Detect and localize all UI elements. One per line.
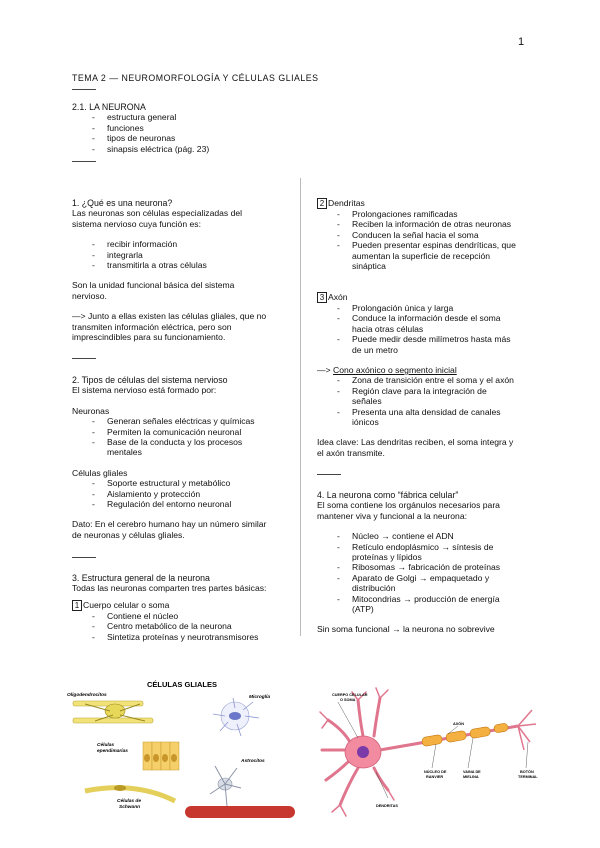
diagram-label: AXÓN xyxy=(453,722,464,726)
section-heading: 2.1. LA NEURONA xyxy=(72,102,146,112)
list-item: - Pueden presentar espinas dendríticas, que aumentan la superficie de recepción sináptica xyxy=(317,240,537,271)
section-heading: 3. Estructura general de la neurona xyxy=(72,573,210,583)
list-item: - Aparato de Golgi → empaquetado y distribución xyxy=(317,573,542,594)
list-item: - Ribosomas → fabricación de proteínas xyxy=(317,562,542,572)
section-heading: 2. Tipos de células del sistema nervioso xyxy=(72,375,228,385)
list-item: - Puede medir desde milímetros hasta más de un metro xyxy=(317,334,537,355)
subheading: 3 Axón xyxy=(317,292,537,303)
nucleus-shape xyxy=(357,746,369,758)
divider-rule xyxy=(72,89,96,90)
ependymal-cells-illustration xyxy=(143,742,179,770)
section-1 xyxy=(72,198,297,342)
text-line: el axón transmite. xyxy=(317,447,385,458)
list-item: - Regulación del entorno neuronal xyxy=(72,499,297,509)
divider-rule xyxy=(72,557,96,558)
divider-rule xyxy=(72,161,96,162)
text-line: imprescindibles para su funcionamiento. xyxy=(72,332,226,343)
diagram-label: O SOMA xyxy=(340,698,356,702)
section-2-1 xyxy=(72,102,209,154)
list-item: - transmitirla a otras células xyxy=(72,260,297,270)
diagram-label: NÚCLEO DE xyxy=(424,770,447,774)
axon-list xyxy=(317,303,537,355)
text-line: —> Junto a ellas existen las células gliales, que no xyxy=(72,311,267,322)
page-number: 1 xyxy=(518,36,525,48)
list-item: - Núcleo → contiene el ADN xyxy=(317,531,542,541)
figure-label: Oligodendrocitos xyxy=(67,693,107,698)
list-item: - estructura general xyxy=(72,112,209,122)
diagram-label: MIELINA xyxy=(463,775,479,779)
cone-list xyxy=(317,375,537,427)
list-item: - funciones xyxy=(72,123,209,133)
number-box: 2 xyxy=(317,198,327,209)
list-item: - Conducen la señal hacia el soma xyxy=(317,230,537,240)
figure-label: Células xyxy=(97,743,115,748)
list-item: - Conduce la información desde el soma hacia otras células xyxy=(317,313,537,334)
text-line: sistema nervioso cuya función es: xyxy=(72,218,201,229)
text-line: Dato: En el cerebro humano hay un número similar xyxy=(72,519,267,530)
divider-rule xyxy=(317,474,341,475)
list-item: - Aislamiento y protección xyxy=(72,489,297,499)
neuron-diagram-figure xyxy=(318,680,542,830)
figure-label: Schwann xyxy=(119,805,141,810)
list-item: - Prolongación única y larga xyxy=(317,303,537,313)
list-item: - Soporte estructural y metabólico xyxy=(72,478,297,488)
list-item: - Prolongaciones ramificadas xyxy=(317,209,537,219)
list-item: - recibir información xyxy=(72,239,297,249)
text-line: Sin soma funcional → la neurona no sobrevive xyxy=(317,624,495,635)
text-line: transmiten información eléctrica, pero son xyxy=(72,321,232,332)
list-item: - tipos de neuronas xyxy=(72,133,209,143)
text-line: Todas las neuronas comparten tres partes básicas: xyxy=(72,583,267,594)
figure-label: Microglía xyxy=(249,695,271,700)
text-line: de neuronas y células gliales. xyxy=(72,529,185,540)
list-item: - Mitocondrias → producción de energía (ATP) xyxy=(317,594,542,615)
list-item: - sinapsis eléctrica (pág. 23) xyxy=(72,144,209,154)
section-3 xyxy=(72,573,297,642)
list-item: - Centro metabólico de la neurona xyxy=(72,621,297,631)
figure-title: CÉLULAS GLIALES xyxy=(147,680,218,689)
neuron-list xyxy=(72,416,297,458)
dendrite-list xyxy=(317,209,537,271)
glia-list xyxy=(72,478,297,509)
list-item: - Presenta una alta densidad de canales iónicos xyxy=(317,407,537,428)
list-item: - Generan señales eléctricas y químicas xyxy=(72,416,297,426)
subheading: 2 Dendritas xyxy=(317,198,537,209)
column-divider xyxy=(300,178,301,636)
soma-list xyxy=(72,611,297,642)
subheading: Neuronas xyxy=(72,405,110,416)
topic-list xyxy=(72,112,209,154)
subheading: 1 Cuerpo celular o soma xyxy=(72,600,297,611)
text-line: El sistema nervioso está formado por: xyxy=(72,385,217,396)
glial-cells-figure xyxy=(65,676,297,826)
diagram-label: TERMINAL xyxy=(518,775,538,779)
diagram-label: RANVIER xyxy=(426,775,444,779)
figure-label: ependimarias xyxy=(97,749,128,754)
list-item: - integrarla xyxy=(72,250,297,260)
number-box: 3 xyxy=(317,292,327,303)
figure-label: Células de xyxy=(117,799,141,804)
diagram-label: CUERPO CELULAR xyxy=(332,693,368,697)
number-box: 1 xyxy=(72,600,82,611)
text-line: Son la unidad funcional básica del sistema xyxy=(72,280,235,291)
function-list xyxy=(72,239,297,270)
text-line: mantener viva y funcional a la neurona: xyxy=(317,510,468,521)
list-item: - Permiten la comunicación neuronal xyxy=(72,427,297,437)
list-item: - Contiene el núcleo xyxy=(72,611,297,621)
divider-rule xyxy=(72,358,96,359)
page-title: TEMA 2 — NEUROMORFOLOGÍA Y CÉLULAS GLIALES xyxy=(72,73,319,83)
diagram-label: BOTÓN xyxy=(520,770,534,774)
subheading: Células gliales xyxy=(72,467,128,478)
list-item: - Retículo endoplásmico → síntesis de proteínas y lípidos xyxy=(317,542,542,563)
section-heading: 1. ¿Qué es una neurona? xyxy=(72,198,173,208)
list-item: - Base de la conducta y los procesos mentales xyxy=(72,437,297,458)
diagram-label: VAINA DE xyxy=(463,770,481,774)
section-axon xyxy=(317,292,537,458)
section-2 xyxy=(72,375,297,540)
list-item: - Región clave para la integración de señales xyxy=(317,386,537,407)
text-line: Las neuronas son células especializadas del xyxy=(72,208,243,219)
organelle-list xyxy=(317,531,542,614)
diagram-label: DENDRITAS xyxy=(376,804,398,808)
text-line: Idea clave: Las dendritas reciben, el soma integra y xyxy=(317,437,514,448)
text-line: El soma contiene los orgánulos necesarios para xyxy=(317,500,500,511)
section-dendritas xyxy=(317,198,537,271)
list-item: - Zona de transición entre el soma y el axón xyxy=(317,375,537,385)
list-item: - Reciben la información de otras neuronas xyxy=(317,219,537,229)
section-4 xyxy=(317,490,542,635)
text-line: nervioso. xyxy=(72,290,107,301)
list-item: - Sintetiza proteínas y neurotransmisores xyxy=(72,632,297,642)
figure-label: Astrocitos xyxy=(241,759,265,764)
subheading: —> Cono axónico o segmento inicial xyxy=(317,365,457,376)
section-heading: 4. La neurona como “fábrica celular” xyxy=(317,490,459,500)
